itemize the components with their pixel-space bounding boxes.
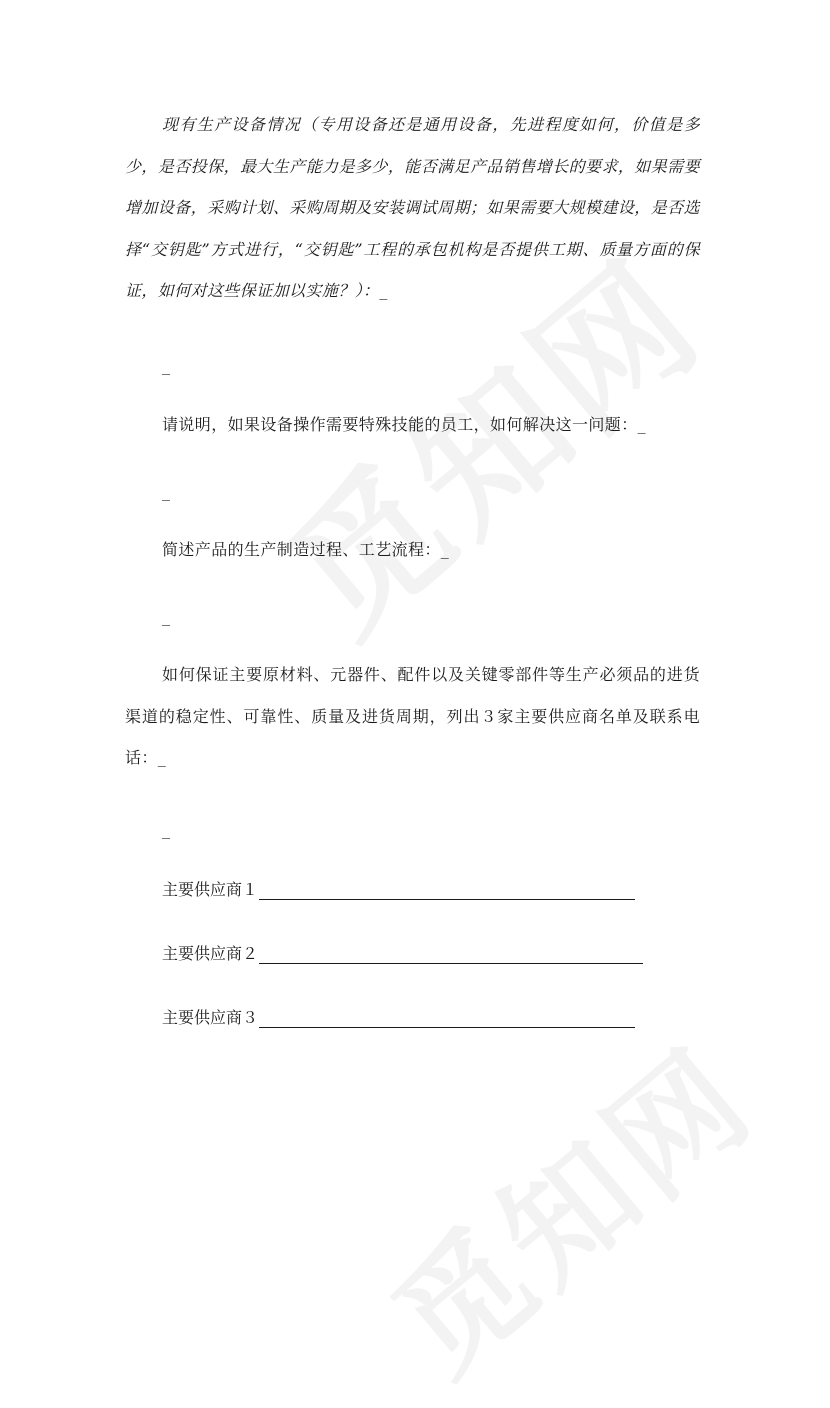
answer-blank-skills[interactable]: _ [162, 482, 170, 501]
answer-blank-supply[interactable]: _ [162, 820, 170, 839]
answer-blank-equipment[interactable]: _ [162, 356, 170, 375]
supply-question-paragraph: 如何保证主要原材料、元器件、配件以及关键零部件等生产必须品的进货渠道的稳定性、可靠性、质量及进货周期，列出３家主要供应商名单及联系电话：_ [125, 665, 700, 767]
skills-question-paragraph: 请说明，如果设备操作需要特殊技能的员工，如何解决这一问题：_ [162, 415, 647, 434]
supplier-label-2: 主要供应商２ [162, 944, 259, 963]
process-question-paragraph: 简述产品的生产制造过程、工艺流程：_ [162, 540, 450, 559]
supplier-row-2 [162, 944, 643, 964]
supplier-input-line-1[interactable] [259, 883, 635, 900]
answer-blank-process[interactable]: _ [162, 607, 170, 626]
supplier-label-3: 主要供应商３ [162, 1008, 259, 1027]
supplier-input-line-3[interactable] [259, 1011, 635, 1028]
equipment-question-paragraph: 现有生产设备情况（专用设备还是通用设备，先进程度如何，价值是多少，是否投保，最大生产能力是多少，能否满足产品销售增长的要求，如果需要增加设备，采购计划、采购周期及安装调试周期；如果需要大规模建设，是否选择“交钥匙”方式进行，“交钥匙”工程的承包机构是否提供工期、质量方面的保证，如何对这些保证加以实施？）：_ [125, 115, 700, 300]
watermark-bottom [348, 999, 785, 1408]
supplier-input-line-2[interactable] [259, 947, 643, 964]
supplier-row-3 [162, 1008, 635, 1028]
supplier-row-1 [162, 880, 635, 900]
supplier-label-1: 主要供应商１ [162, 880, 259, 899]
